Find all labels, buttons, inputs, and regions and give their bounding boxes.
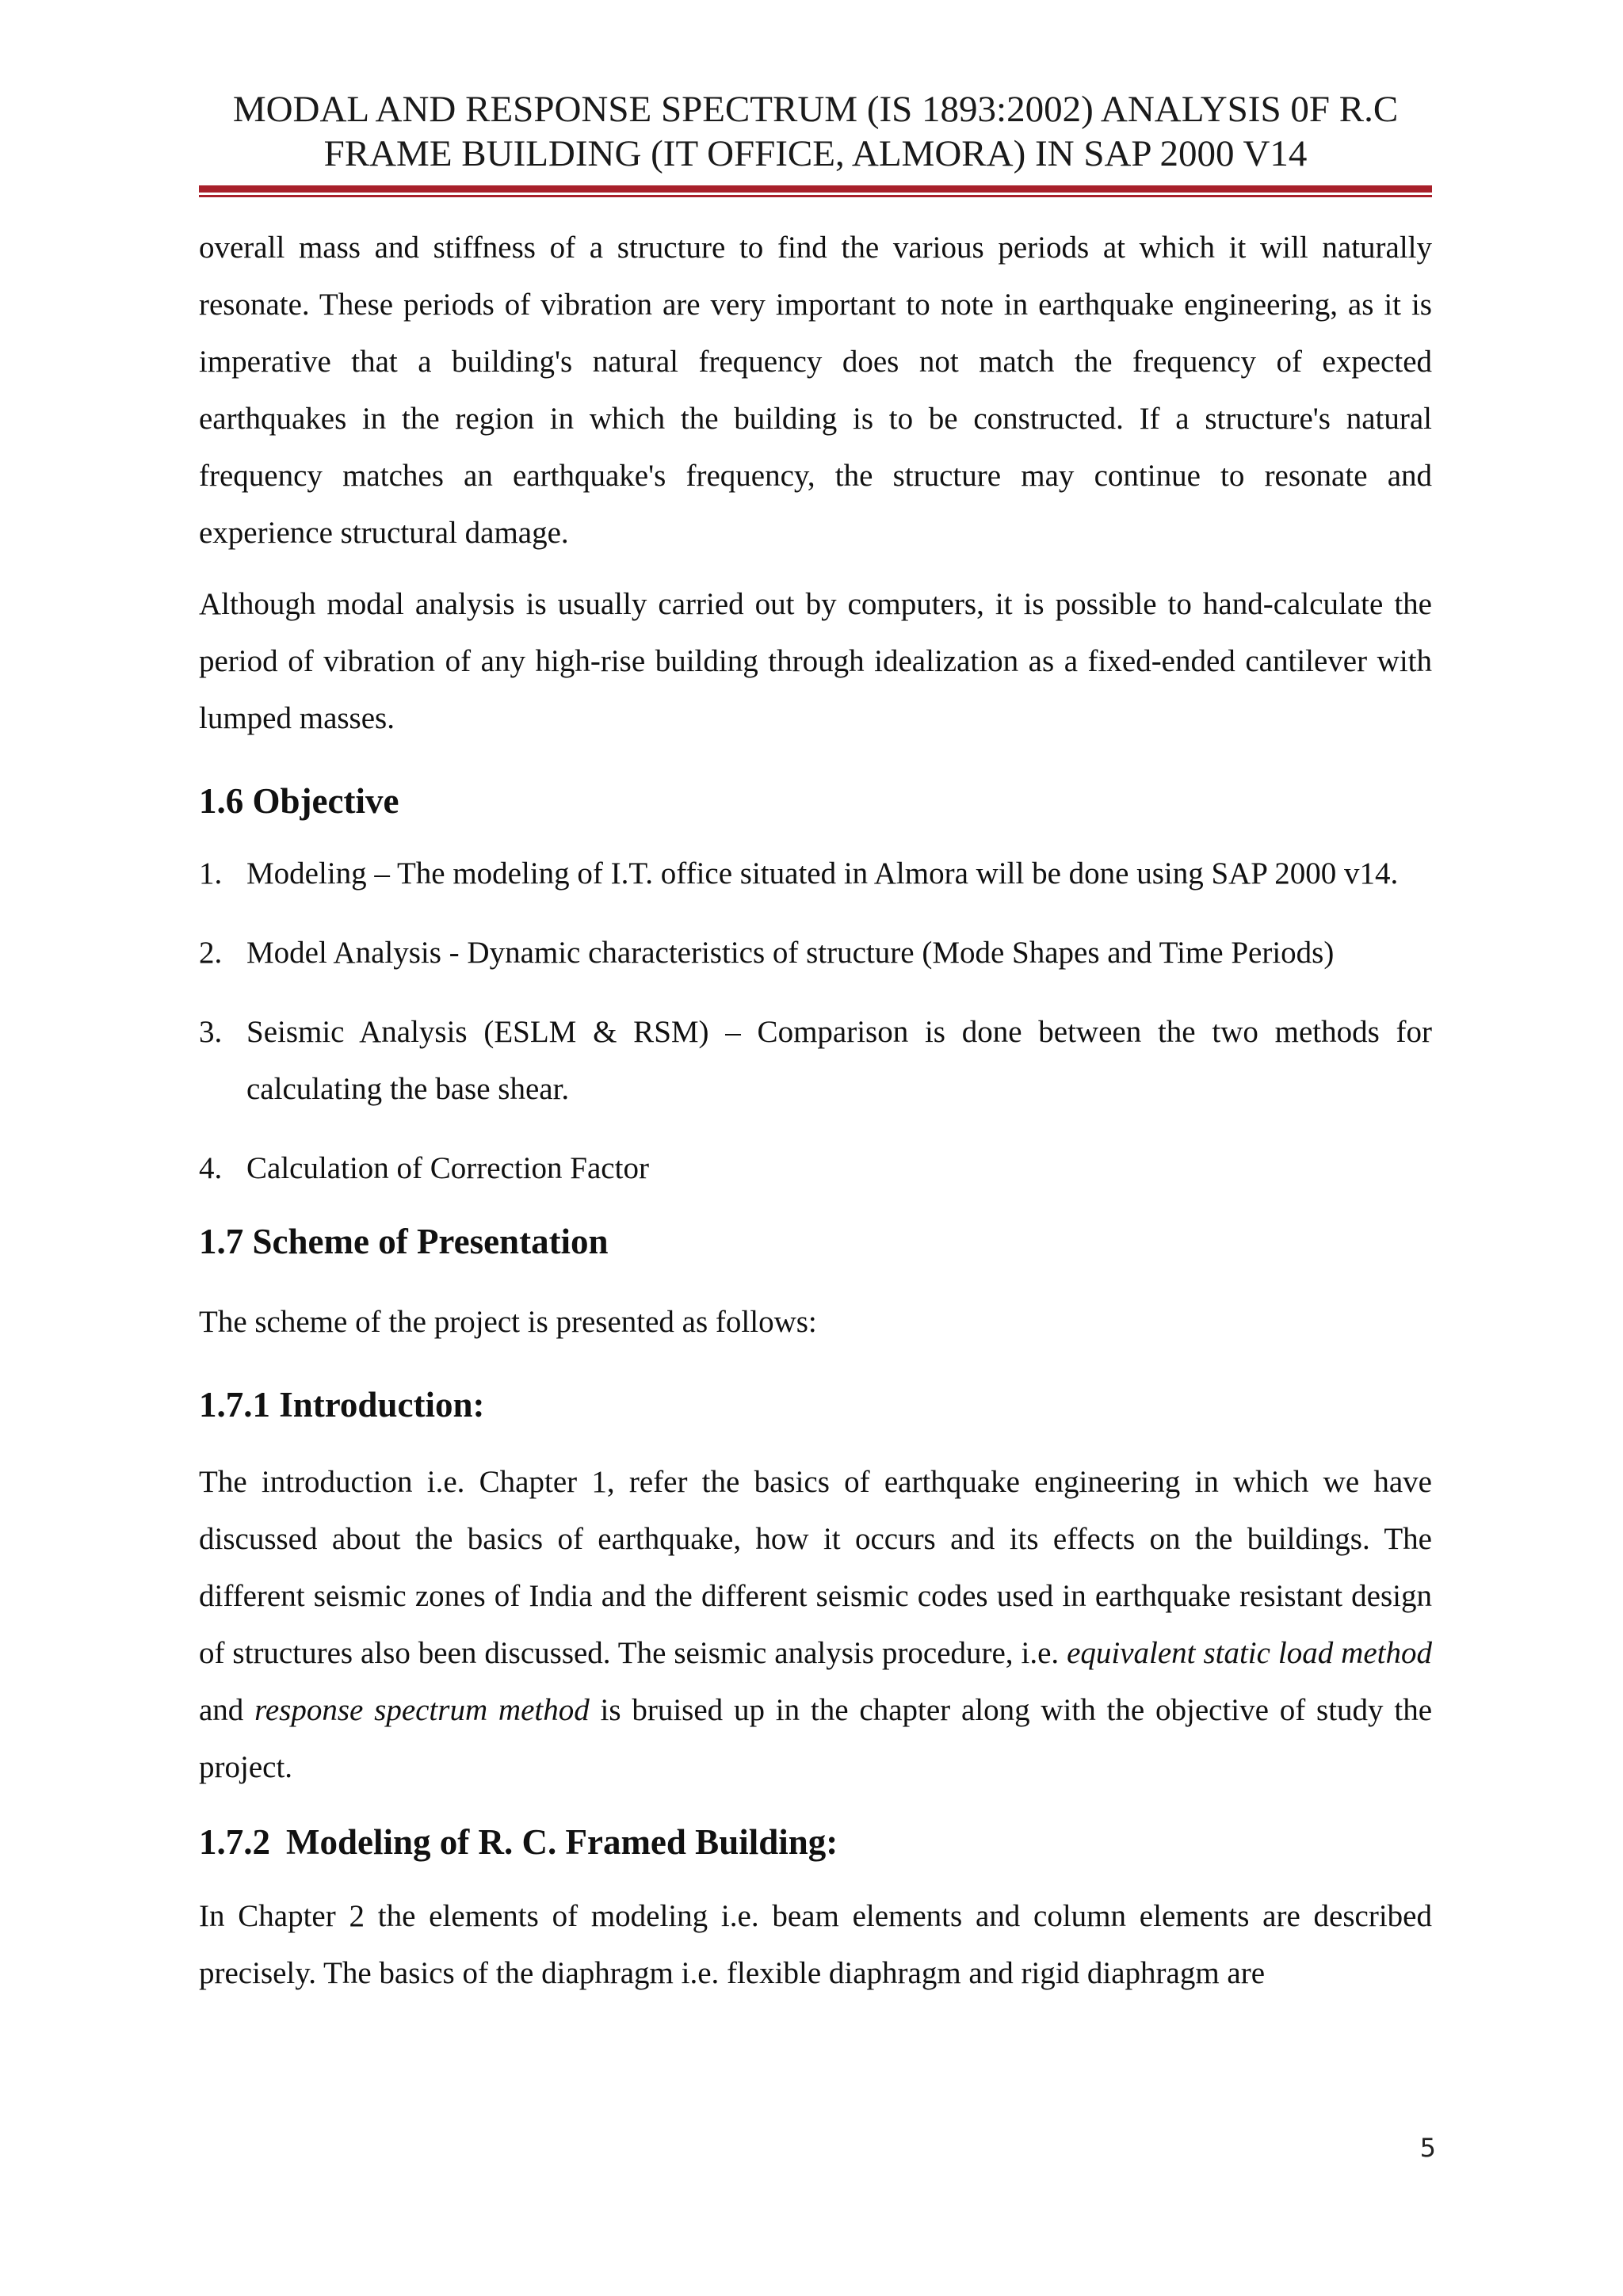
header-line-2: FRAME BUILDING (IT OFFICE, ALMORA) IN SAP 2000 V14	[323, 133, 1308, 174]
list-item-number: 4.	[199, 1151, 223, 1185]
intro-text-3: is bruised up in the chapter along with the objective of study the project.	[199, 1693, 1432, 1784]
modeling-paragraph: In Chapter 2 the elements of modeling i.e. beam elements and column elements are described precisely. The basics of the diaphragm i.e. flexible diaphragm and rigid diaphragm are	[199, 1899, 1432, 1990]
document-page	[199, 87, 1432, 2002]
scheme-intro-text: The scheme of the project is presented as follows:	[199, 1305, 817, 1339]
intro-text-1: The introduction i.e. Chapter 1, refer the basics of earthquake engineering in which we have discussed about the basics of earthquake, how it occurs and its effects on the buildings. The different seismic zones of India and the different seismic codes used in earthquake resistant design of structures also been discussed. The seismic analysis procedure, i.e.	[199, 1465, 1432, 1670]
list-item-number: 3.	[199, 1015, 223, 1049]
list-item	[199, 1140, 1432, 1197]
subsection-heading-modeling	[199, 1820, 1432, 1864]
paragraph-hand-calculation: Although modal analysis is usually carried out by computers, it is possible to hand-calculate the period of vibration of any high-rise building through idealization as a fixed-ended cantilever with lumped masses.	[199, 587, 1432, 735]
list-item-text: Modeling – The modeling of I.T. office situated in Almora will be done using SAP 2000 v14.	[246, 856, 1399, 891]
subsection-heading-introduction: 1.7.1 Introduction:	[199, 1385, 485, 1425]
list-item	[199, 845, 1432, 902]
list-item-text: Model Analysis - Dynamic characteristics of structure (Mode Shapes and Time Periods)	[246, 936, 1335, 970]
running-header	[199, 87, 1432, 176]
subsection-number: 1.7.2	[199, 1822, 270, 1862]
objective-list	[199, 845, 1432, 1197]
list-item	[199, 925, 1432, 982]
page-number: 5	[1419, 2133, 1436, 2163]
section-heading-objective: 1.6 Objective	[199, 781, 399, 821]
introduction-paragraph	[199, 1454, 1432, 1796]
subsection-title: Modeling of R. C. Framed Building:	[286, 1822, 838, 1862]
intro-italic-eslm: equivalent static load method	[1067, 1636, 1432, 1670]
list-item	[199, 1004, 1432, 1118]
header-line-1: MODAL AND RESPONSE SPECTRUM (IS 1893:2002) ANALYSIS 0F R.C	[232, 89, 1399, 130]
list-item-number: 1.	[199, 856, 223, 891]
section-heading-scheme: 1.7 Scheme of Presentation	[199, 1222, 609, 1261]
paragraph-modal-resonance: overall mass and stiffness of a structure to find the various periods at which it will naturally resonate. These periods of vibration are very important to note in earthquake engineering, as it is imperative that a building's natural frequency does not match the frequency of expected earthquakes in the region in which the building is to be constructed. If a structure's natural frequency matches an earthquake's frequency, the structure may continue to resonate and experience structural damage.	[199, 231, 1432, 550]
list-item-text: Seismic Analysis (ESLM & RSM) – Comparison is done between the two methods for calculating the base shear.	[246, 1015, 1432, 1106]
intro-text-2: and	[199, 1693, 255, 1727]
list-item-text: Calculation of Correction Factor	[246, 1151, 649, 1185]
intro-italic-rsm: response spectrum method	[254, 1693, 590, 1727]
list-item-number: 2.	[199, 936, 223, 970]
header-rule	[199, 185, 1432, 197]
